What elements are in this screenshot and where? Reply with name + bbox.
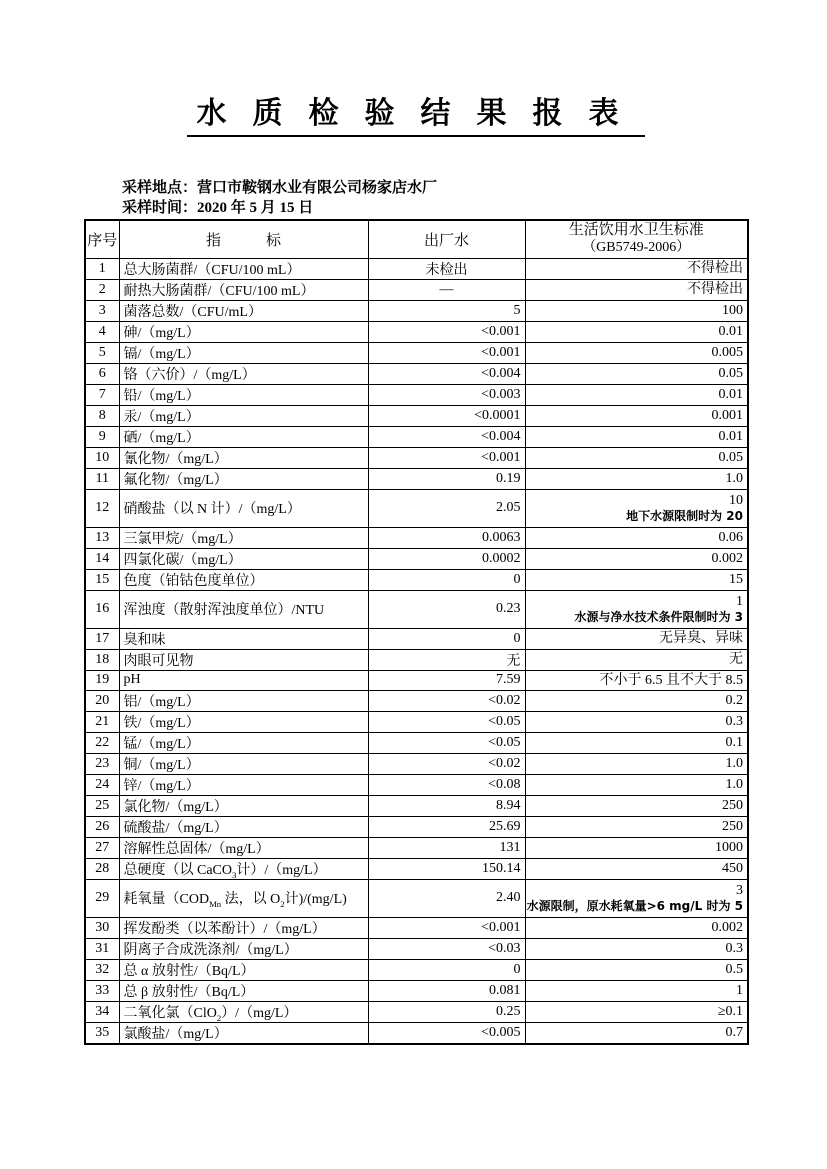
standard-value [525,879,748,917]
row-number: 31 [85,938,119,959]
outflow-value: 0.23 [368,590,525,628]
table-row [85,569,748,590]
outflow-value: <0.05 [368,711,525,732]
outflow-value: <0.003 [368,384,525,405]
standard-value [525,300,748,321]
results-table-body [85,258,748,1044]
standard-main: 0.3 [725,941,743,956]
outflow-value: 0.0002 [368,548,525,569]
table-row [85,774,748,795]
standard-main: 250 [722,819,743,834]
outflow-value: 150.14 [368,858,525,879]
indicator-label: 汞/（mg/L） [119,405,368,426]
table-header-row [85,220,748,258]
standard-value [525,774,748,795]
standard-value [525,447,748,468]
table-row [85,980,748,1001]
indicator-label: 总硬度（以 CaCO$_3$计）/（mg/L） [119,858,368,879]
results-table [84,219,749,1045]
standard-main: 1.0 [725,471,743,486]
row-number: 23 [85,753,119,774]
outflow-value: 2.05 [368,489,525,527]
outflow-value: <0.0001 [368,405,525,426]
standard-main: 0.2 [725,693,743,708]
row-number: 14 [85,548,119,569]
indicator-label: 阴离子合成洗涤剂/（mg/L） [119,938,368,959]
standard-value [525,837,748,858]
outflow-value: 0.19 [368,468,525,489]
standard-main: 15 [729,572,743,587]
standard-main: 0.002 [711,551,743,566]
table-row [85,879,748,917]
standard-main: 10 [729,493,743,508]
table-row [85,321,748,342]
standard-value [525,753,748,774]
table-row [85,959,748,980]
table-row [85,753,748,774]
table-row [85,690,748,711]
table-row [85,384,748,405]
row-number: 20 [85,690,119,711]
table-row [85,342,748,363]
table-row [85,837,748,858]
standard-main: 1.0 [725,756,743,771]
indicator-label: 铅/（mg/L） [119,384,368,405]
table-row [85,649,748,670]
indicator-label: 氰化物/（mg/L） [119,447,368,468]
standard-main: 无异臭、异味 [659,631,743,646]
table-row [85,527,748,548]
report-header [84,88,747,137]
standard-value [525,405,748,426]
standard-value [525,489,748,527]
col-header-standard [525,220,748,258]
row-number: 9 [85,426,119,447]
row-number: 18 [85,649,119,670]
indicator-label: 硝酸盐（以 N 计）/（mg/L） [119,489,368,527]
row-number: 28 [85,858,119,879]
outflow-value: 0 [368,569,525,590]
col-header-indicator-second: 标 [266,232,282,249]
outflow-value: 0 [368,959,525,980]
standard-value [525,321,748,342]
row-number: 33 [85,980,119,1001]
indicator-label: 溶解性总固体/（mg/L） [119,837,368,858]
standard-value [525,384,748,405]
outflow-value: <0.05 [368,732,525,753]
standard-header-line2: （GB5749-2006） [582,240,691,256]
standard-main: 不得检出 [687,282,743,297]
row-number: 21 [85,711,119,732]
col-header-indicator-first: 指 [205,232,221,249]
indicator-label: 耗氧量（$COD_{Mn}$ 法，以 $O_2$计)/(mg/L) [119,879,368,917]
standard-main: 0.7 [725,1025,743,1040]
table-row [85,548,748,569]
outflow-value: <0.001 [368,342,525,363]
indicator-label: 锰/（mg/L） [119,732,368,753]
row-number: 17 [85,628,119,649]
standard-main: 100 [722,303,743,318]
row-number: 32 [85,959,119,980]
standard-value [525,690,748,711]
standard-note: 水源与净水技术条件限制时为 3 [574,610,743,624]
row-number: 6 [85,363,119,384]
table-row [85,258,748,279]
indicator-label: 铁/（mg/L） [119,711,368,732]
table-row [85,590,748,628]
standard-value [525,426,748,447]
standard-main: 不得检出 [687,261,743,276]
indicator-label: 铝/（mg/L） [119,690,368,711]
indicator-label: 锌/（mg/L） [119,774,368,795]
table-row [85,938,748,959]
row-number: 16 [85,590,119,628]
sampling-time-line: 采样时间：2020 年 5 月 15 日 [122,200,314,216]
standard-main: 1.0 [725,777,743,792]
outflow-value: 0.25 [368,1001,525,1022]
standard-value [525,858,748,879]
row-number: 13 [85,527,119,548]
indicator-label: 色度（铂钴色度单位） [119,569,368,590]
indicator-label: 肉眼可见物 [119,649,368,670]
col-header-indicator [119,220,368,258]
table-row [85,1022,748,1044]
row-number: 1 [85,258,119,279]
indicator-label: 铬（六价）/（mg/L） [119,363,368,384]
standard-main: 0.01 [718,324,743,339]
outflow-value: <0.004 [368,426,525,447]
standard-value [525,816,748,837]
table-row [85,1001,748,1022]
table-row [85,468,748,489]
row-number: 25 [85,795,119,816]
table-row [85,711,748,732]
sampling-location-line: 采样地点：营口市鞍钢水业有限公司杨家店水厂 [122,180,438,196]
row-number: 35 [85,1022,119,1044]
row-number: 12 [85,489,119,527]
standard-main: 0.05 [718,366,743,381]
standard-main: 0.002 [711,920,743,935]
standard-value [525,363,748,384]
outflow-value: <0.001 [368,917,525,938]
standard-main: 0.01 [718,387,743,402]
outflow-value: 0 [368,628,525,649]
row-number: 30 [85,917,119,938]
standard-value [525,548,748,569]
col-header-no: 序号 [85,220,119,258]
outflow-value: 无 [368,649,525,670]
table-row [85,628,748,649]
indicator-label: 硫酸盐/（mg/L） [119,816,368,837]
standard-main: 0.1 [725,735,743,750]
standard-value [525,938,748,959]
table-row [85,363,748,384]
row-number: 19 [85,670,119,690]
table-row [85,670,748,690]
outflow-value: <0.001 [368,321,525,342]
row-number: 29 [85,879,119,917]
row-number: 22 [85,732,119,753]
outflow-value: 8.94 [368,795,525,816]
outflow-value: 7.59 [368,670,525,690]
row-number: 24 [85,774,119,795]
indicator-label: 总 β 放射性/（Bq/L） [119,980,368,1001]
row-number: 11 [85,468,119,489]
row-number: 3 [85,300,119,321]
standard-value [525,342,748,363]
standard-value [525,590,748,628]
standard-main: 无 [729,652,743,667]
standard-value [525,917,748,938]
indicator-label: 氯酸盐/（mg/L） [119,1022,368,1044]
table-row [85,279,748,300]
standard-main: 250 [722,798,743,813]
outflow-value: — [368,279,525,300]
page-title: 水质检验结果报表 [187,88,645,137]
indicator-label: 砷/（mg/L） [119,321,368,342]
row-number: 26 [85,816,119,837]
outflow-value: 5 [368,300,525,321]
table-row [85,917,748,938]
indicator-label: 臭和味 [119,628,368,649]
outflow-value: 2.40 [368,879,525,917]
outflow-value: <0.02 [368,753,525,774]
standard-main: 0.005 [711,345,743,360]
row-number: 34 [85,1001,119,1022]
outflow-value: <0.005 [368,1022,525,1044]
standard-main: 不小于 6.5 且不大于 8.5 [599,672,743,688]
indicator-label: 硒/（mg/L） [119,426,368,447]
indicator-label: 镉/（mg/L） [119,342,368,363]
standard-main: ≥0.1 [717,1004,743,1019]
outflow-value: <0.03 [368,938,525,959]
indicator-label: 氟化物/（mg/L） [119,468,368,489]
table-row [85,795,748,816]
standard-value [525,980,748,1001]
table-row [85,300,748,321]
row-number: 8 [85,405,119,426]
outflow-value: <0.004 [368,363,525,384]
standard-value [525,628,748,649]
sampling-info [122,178,437,218]
standard-main: 0.06 [718,530,743,545]
standard-value [525,711,748,732]
indicator-label: 耐热大肠菌群/（CFU/100 mL） [119,279,368,300]
standard-value [525,670,748,690]
table-row [85,816,748,837]
indicator-label: 总 α 放射性/（Bq/L） [119,959,368,980]
standard-value [525,649,748,670]
indicator-label: pH [119,670,368,690]
table-row [85,447,748,468]
indicator-label: 挥发酚类（以苯酚计）/（mg/L） [119,917,368,938]
indicator-label: 总大肠菌群/（CFU/100 mL） [119,258,368,279]
row-number: 2 [85,279,119,300]
standard-value [525,1001,748,1022]
indicator-label: 四氯化碳/（mg/L） [119,548,368,569]
standard-main: 1000 [715,840,743,855]
outflow-value: 0.081 [368,980,525,1001]
outflow-value: 131 [368,837,525,858]
outflow-value: 0.0063 [368,527,525,548]
row-number: 4 [85,321,119,342]
indicator-label: 菌落总数/（CFU/mL） [119,300,368,321]
row-number: 10 [85,447,119,468]
standard-value [525,527,748,548]
standard-value [525,468,748,489]
standard-value [525,258,748,279]
table-row [85,858,748,879]
indicator-label: 浑浊度（散射浑浊度单位）/NTU [119,590,368,628]
standard-main: 0.5 [725,962,743,977]
outflow-value: <0.02 [368,690,525,711]
row-number: 7 [85,384,119,405]
outflow-value: 25.69 [368,816,525,837]
table-row [85,732,748,753]
standard-value [525,732,748,753]
indicator-label: 氯化物/（mg/L） [119,795,368,816]
standard-main: 0.001 [711,408,743,423]
standard-main: 0.3 [725,714,743,729]
indicator-label: 铜/（mg/L） [119,753,368,774]
standard-value [525,959,748,980]
standard-value [525,795,748,816]
col-header-outflow: 出厂水 [368,220,525,258]
table-row [85,405,748,426]
standard-main: 1 [736,594,743,609]
table-row [85,489,748,527]
standard-main: 0.01 [718,429,743,444]
standard-note: 水源限制，原水耗氧量>6 mg/L 时为 5 [526,899,743,913]
outflow-value: 未检出 [368,258,525,279]
row-number: 5 [85,342,119,363]
outflow-value: <0.08 [368,774,525,795]
standard-value [525,569,748,590]
standard-header-line1: 生活饮用水卫生标准 [568,222,704,239]
standard-note: 地下水源限制时为 20 [626,509,743,523]
standard-main: 3 [736,883,743,898]
indicator-label: 二氧化氯（ClO$_2$）/（mg/L） [119,1001,368,1022]
table-row [85,426,748,447]
row-number: 15 [85,569,119,590]
row-number: 27 [85,837,119,858]
outflow-value: <0.001 [368,447,525,468]
standard-main: 0.05 [718,450,743,465]
standard-value [525,1022,748,1044]
indicator-label: 三氯甲烷/（mg/L） [119,527,368,548]
standard-value [525,279,748,300]
standard-main: 1 [736,983,743,998]
standard-main: 450 [722,861,743,876]
